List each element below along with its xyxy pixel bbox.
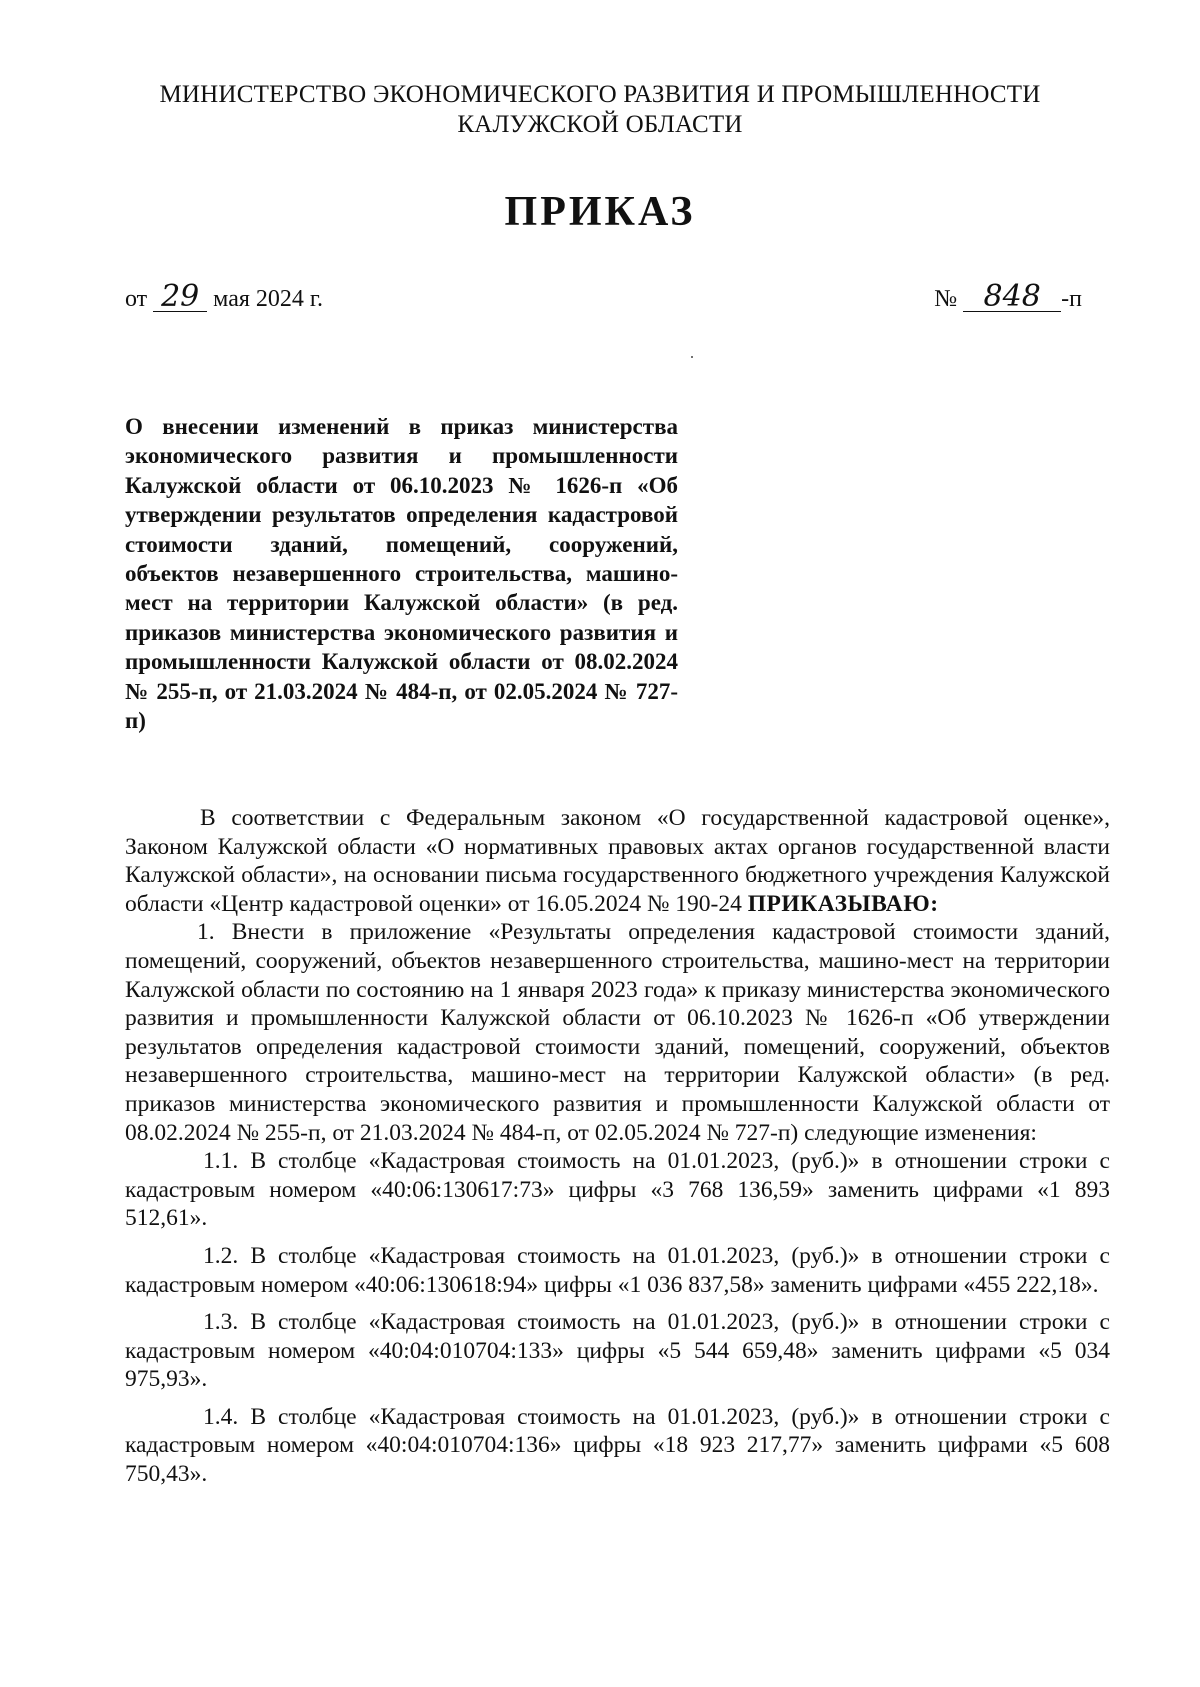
handwritten-order-number: 848 [963, 283, 1061, 312]
clause-1-2: 1.2. В столбце «Кадастровая стоимость на 01.01.2023, (руб.)» в отношении строки с кадастровым номером «40:06:130618:94» цифры «1 036 837,58» заменить цифрами «455 222,18». [125, 1242, 1110, 1298]
clause-1-3: 1.3. В столбце «Кадастровая стоимость на 01.01.2023, (руб.)» в отношении строки с кадастровым номером «40:04:010704:133» цифры «5 544 659,48» заменить цифрами «5 034 975,93». [125, 1309, 1110, 1393]
document-title: ПРИКАЗ [504, 189, 696, 235]
order-subject: О внесении изменений в приказ министерства экономического развития и промышленности Калужской области от 06.10.2023 № 1626-п «Об утверждении результатов определения кадастровой стоимости зданий, помещений, сооружений, объектов незавершенного строительства, машино-мест на территории Калужской области» (в ред. приказов министерства экономического развития и промышленности Калужской области от 08.02.2024 № 255-п, от 21.03.2024 № 484-п, от 02.05.2024 № 727-п) [125, 414, 678, 734]
order-number [934, 279, 1082, 314]
preamble-text: В соответствии с Федеральным законом «О государственной кадастровой оценке», Законом Калужской области «О нормативных правовых актах органов государственной власти Калужской области», на основании письма государственного бюджетного учреждения Калужской области «Центр кадастровой оценки» от 16.05.2024 № 190-24 [125, 805, 1110, 917]
number-prefix: № [934, 286, 958, 312]
date-prefix: от [125, 286, 148, 312]
clause-1-1: 1.1. В столбце «Кадастровая стоимость на 01.01.2023, (руб.)» в отношении строки с кадастровым номером «40:06:130617:73» цифры «3 768 136,59» заменить цифрами «1 893 512,61». [125, 1148, 1110, 1232]
order-body [125, 804, 1110, 1489]
clause-1-4: 1.4. В столбце «Кадастровая стоимость на 01.01.2023, (руб.)» в отношении строки с кадастровым номером «40:04:010704:136» цифры «18 923 217,77» заменить цифрами «5 608 750,43». [125, 1403, 1110, 1488]
scan-speck [691, 356, 693, 358]
date-rest: мая 2024 г. [213, 286, 324, 312]
ministry-header [0, 80, 1200, 140]
item-1-paragraph: 1. Внести в приложение «Результаты определения кадастровой стоимости зданий, помещений, сооружений, объектов незавершенного строительства, машино-мест на территории Калужской области по состоянию на 1 января 2023 года» к приказу министерства экономического развития и промышленности Калужской области от 06.10.2023 № 1626-п «Об утверждении результатов определения кадастровой стоимости зданий, помещений, сооружений, объектов незавершенного строительства, машино-мест на территории Калужской области» (в ред. приказов министерства экономического развития и промышленности Калужской области от 08.02.2024 № 255-п, от 21.03.2024 № 484-п, от 02.05.2024 № 727-п) следующие изменения: [125, 919, 1110, 1146]
ministry-name-line1: МИНИСТЕРСТВО ЭКОНОМИЧЕСКОГО РАЗВИТИЯ И ПРОМЫШЛЕННОСТИ [159, 81, 1041, 108]
ministry-name-line2: КАЛУЖСКОЙ ОБЛАСТИ [457, 111, 743, 138]
preamble-paragraph [125, 804, 1110, 918]
handwritten-date-day: 29 [153, 283, 207, 312]
order-word: ПРИКАЗЫВАЮ: [747, 890, 939, 917]
order-date [125, 279, 324, 314]
number-suffix: -п [1061, 286, 1082, 312]
